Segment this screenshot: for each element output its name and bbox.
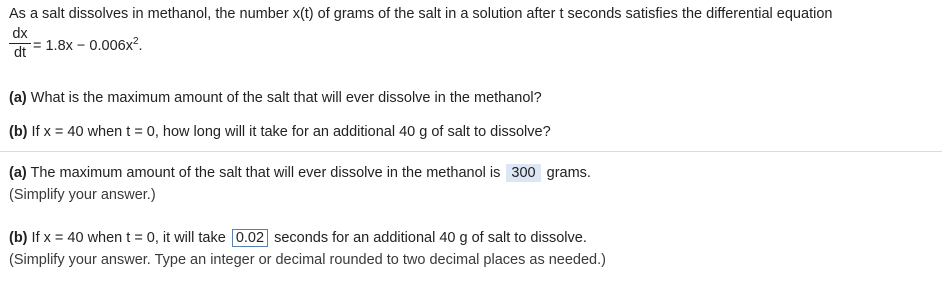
answer-b-text-before: If x = 40 when t = 0, it will take <box>31 230 226 246</box>
part-b-label: (b) <box>9 124 28 140</box>
equation-exponent: 2 <box>132 36 139 47</box>
part-a-question <box>9 89 542 107</box>
answer-b-hint: (Simplify your answer. Type an integer or decimal rounded to two decimal places as needed.) <box>9 252 606 268</box>
equation-rhs <box>33 37 143 55</box>
derivative-fraction <box>9 26 31 61</box>
answer-a-value[interactable]: 300 <box>506 164 540 182</box>
answer-a <box>9 164 591 182</box>
answer-b-label: (b) <box>9 230 28 246</box>
fraction-denominator: dt <box>13 45 27 61</box>
answer-b-input[interactable]: 0.02 <box>232 229 268 247</box>
fraction-numerator: dx <box>12 26 28 42</box>
section-divider <box>0 151 942 152</box>
answer-a-label: (a) <box>9 165 27 181</box>
part-b-text: If x = 40 when t = 0, how long will it take for an additional 40 g of salt to dissolve? <box>31 124 551 140</box>
answer-a-text-before: The maximum amount of the salt that will ever dissolve in the methanol is <box>30 165 501 181</box>
part-a-label: (a) <box>9 90 27 106</box>
fraction-bar <box>9 43 31 44</box>
problem-intro: As a salt dissolves in methanol, the number x(t) of grams of the salt in a solution after t seconds satisfies the differential equation <box>9 6 833 22</box>
equation-rhs-text: = 1.8x − 0.006x <box>33 38 133 54</box>
part-a-text: What is the maximum amount of the salt that will ever dissolve in the methanol? <box>30 90 542 106</box>
answer-a-text-after: grams. <box>546 165 591 181</box>
equation-period: . <box>138 38 143 54</box>
answer-a-hint: (Simplify your answer.) <box>9 187 156 203</box>
answer-b <box>9 229 587 247</box>
part-b-question <box>9 123 551 141</box>
answer-b-text-after: seconds for an additional 40 g of salt to dissolve. <box>274 230 587 246</box>
